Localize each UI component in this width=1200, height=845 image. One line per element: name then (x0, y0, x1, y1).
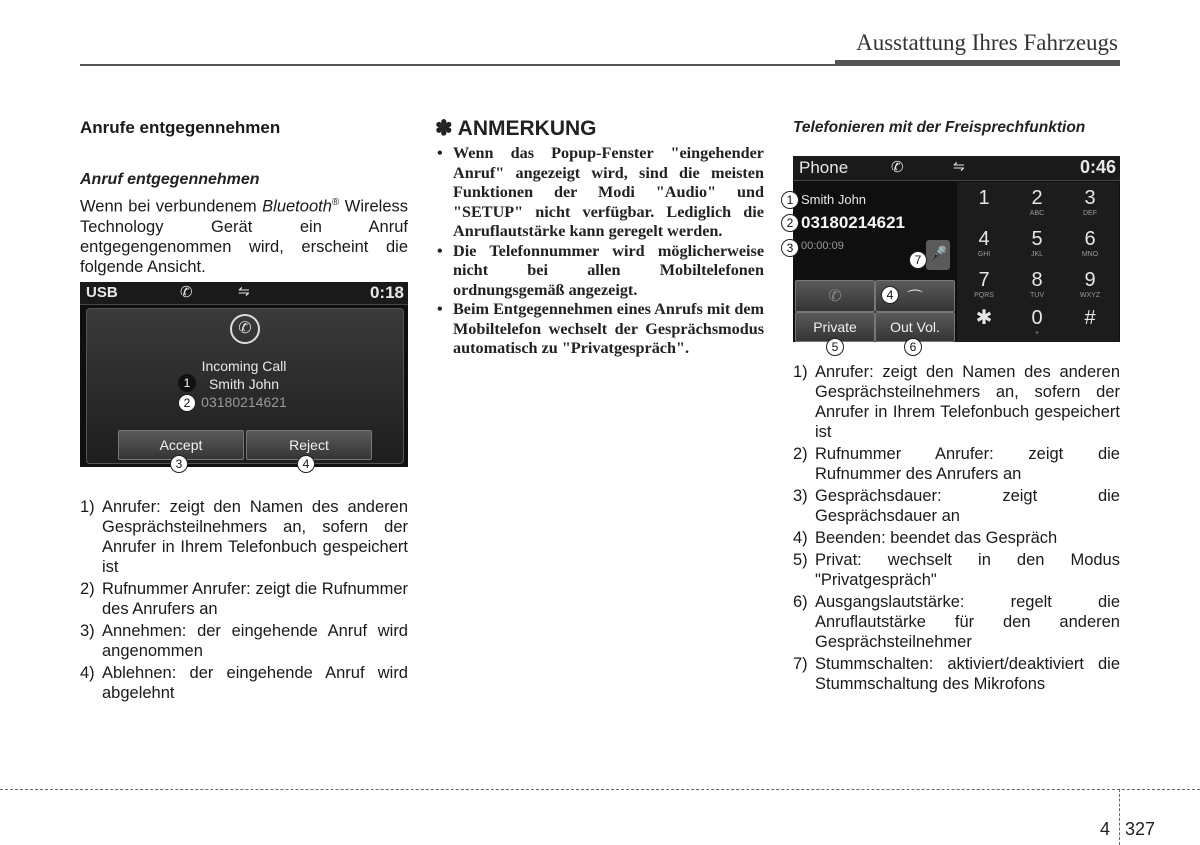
list-item: 4) Ablehnen: der eingehende Anruf wird abgelehnt (80, 664, 408, 702)
mute-button[interactable]: 🎤 (926, 240, 950, 270)
callout-2: 2 (178, 394, 196, 412)
subheading: Anruf entgegennehmen (80, 171, 260, 188)
note-title: ✽ ANMERKUNG (435, 117, 597, 140)
clock: 0:46 (1079, 157, 1116, 177)
callout-7: 7 (909, 251, 927, 269)
phone-icon: ✆ (230, 314, 260, 344)
list-item: 4) Beenden: beendet das Gespräch (793, 529, 1058, 547)
note-item: • Die Telefonnummer wird möglicherweise nicht bei allen Mobiltelefonen ordnungsgemäß angezeigt. (437, 241, 764, 299)
caller-name: Smith John (208, 376, 280, 392)
list-item: 1) Anrufer: zeigt den Namen des anderen Gesprächsteilnehmers an, sofern der Anrufer in Ihrem Telefonbuch gespeichert ist (793, 363, 1120, 441)
source-label: USB (86, 284, 118, 301)
callout-3: 3 (781, 239, 799, 257)
list-item: 5) Privat: wechselt in den Modus "Privatgespräch" (793, 551, 1120, 589)
incoming-call-label: Incoming Call (201, 358, 287, 374)
key-hash[interactable]: # (1084, 307, 1096, 329)
callout-5: 5 (826, 338, 844, 356)
callout-1: 1 (781, 191, 799, 209)
list-item: 2) Rufnummer Anrufer: zeigt die Rufnummer des Anrufers an (80, 580, 408, 618)
private-button[interactable]: Private (795, 312, 875, 342)
list-item: 2) Rufnummer Anrufer: zeigt die Rufnummer des Anrufers an (793, 445, 1120, 483)
key-5[interactable]: 5 JKL (1030, 228, 1044, 258)
key-3[interactable]: 3 DEF (1083, 187, 1097, 217)
key-7[interactable]: 7 PQRS (974, 269, 994, 299)
end-call-button[interactable]: ⌒ (875, 280, 955, 312)
handset-icon: ✆ (180, 284, 193, 301)
usb-icon: ⇋ (953, 158, 965, 174)
caller-number: 03180214621 (201, 394, 287, 410)
call-duration: 00:00:09 (801, 240, 844, 252)
out-vol-button[interactable]: Out Vol. (875, 312, 955, 342)
footer-divider (1119, 789, 1120, 845)
handset-icon: ✆ (891, 159, 904, 176)
key-star[interactable]: ✱ (975, 307, 993, 329)
page-number: 327 (1125, 819, 1156, 839)
accept-button[interactable]: Accept (118, 430, 244, 460)
note-item: • Wenn das Popup-Fenster "eingehender Anruf" angezeigt wird, sind die meisten Funktionen der Modi "Audio" und "SETUP" nicht verfügbar. Lediglich die Anruflautstärke kann geregelt werden. (437, 144, 764, 240)
left-legend-list (80, 497, 408, 705)
key-1[interactable]: 1 (978, 187, 990, 209)
list-item: 3) Gesprächsdauer: zeigt die Gesprächsdauer an (793, 487, 1120, 525)
app-title: Phone (799, 158, 849, 177)
key-4[interactable]: 4 GHI (977, 228, 991, 258)
clock: 0:18 (369, 283, 404, 302)
key-8[interactable]: 8 TUV (1030, 269, 1044, 299)
callout-6: 6 (904, 338, 922, 356)
key-9[interactable]: 9 WXYZ (1079, 269, 1101, 299)
list-item: 1) Anrufer: zeigt den Namen des anderen Gesprächsteilnehmers an, sofern der Anrufer in Ihrem Telefonbuch gespeichert ist (80, 498, 408, 576)
phone-screen (793, 156, 1120, 342)
list-item: 6) Ausgangslautstärke: regelt die Anruflautstärke für den anderen Gesprächsteilnehmer (793, 593, 1120, 651)
chapter-number: 4 (1100, 819, 1111, 839)
right-legend-list (793, 362, 1120, 696)
list-item: 3) Annehmen: der eingehende Anruf wird angenommen (80, 622, 408, 660)
running-header: Ausstattung Ihres Fahrzeugs (856, 30, 1118, 55)
callout-3: 3 (170, 455, 188, 473)
list-item: 7) Stummschalten: aktiviert/deaktiviert die Stummschaltung des Mikrofons (793, 655, 1120, 693)
note-item: • Beim Entgegennehmen eines Anrufs mit dem Mobiltelefon wechselt der Gesprächsmodus automatisch zu "Privatgespräch". (437, 300, 764, 357)
caller-name: Smith John (801, 192, 867, 207)
callout-4: 4 (297, 455, 315, 473)
key-2[interactable]: 2 ABC (1029, 187, 1045, 217)
usb-icon: ⇋ (238, 283, 250, 299)
callout-4: 4 (881, 286, 899, 304)
callout-1: 1 (178, 374, 196, 392)
incoming-call-screen (80, 282, 408, 467)
section-heading: Anrufe entgegennehmen (80, 118, 281, 137)
key-0[interactable]: 0 + (1031, 307, 1043, 337)
caller-number: 03180214621 (801, 213, 906, 232)
callout-2: 2 (781, 214, 799, 232)
note-list (437, 144, 764, 359)
intro-paragraph: Wenn bei verbundenem Bluetooth® Wireless Technology Gerät ein Anruf entgegengenommen wird, erscheint die folgende Ansicht. (80, 197, 408, 276)
header-rule (80, 64, 835, 66)
key-6[interactable]: 6 MNO (1081, 228, 1099, 258)
footer-rule (0, 789, 1200, 790)
right-heading: Telefonieren mit der Freisprechfunktion (793, 119, 1086, 136)
reject-button[interactable]: Reject (246, 430, 372, 460)
call-icon-button[interactable]: ✆ (795, 280, 875, 312)
header-rule-thick (835, 60, 1120, 66)
